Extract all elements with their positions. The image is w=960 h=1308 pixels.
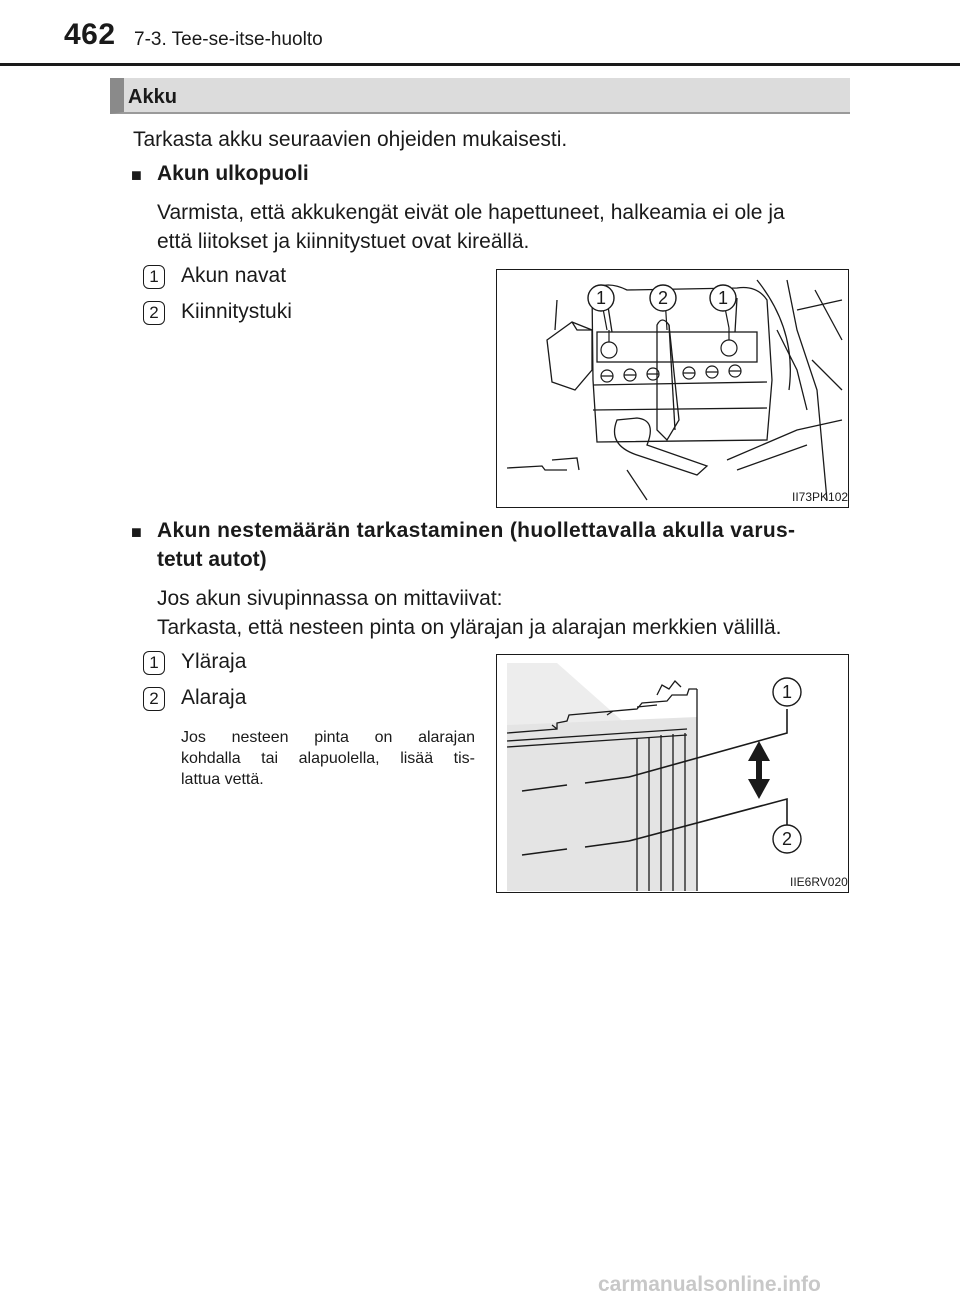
exterior-text-line2: että liitokset ja kiinnitystuet ovat kireällä.: [157, 230, 530, 253]
figure-code: II73PK102: [792, 490, 849, 504]
item-number-badge: 2: [143, 301, 165, 325]
item-label-lower-level: Alaraja: [181, 686, 247, 709]
subsection-heading-fluid-line2: tetut autot): [157, 548, 267, 571]
section-intro: Tarkasta akku seuraavien ohjeiden mukaisesti.: [133, 128, 568, 151]
callout-label: 1: [595, 288, 607, 308]
subsection-heading-exterior: Akun ulkopuoli: [157, 162, 309, 185]
item-label-upper-level: Yläraja: [181, 650, 247, 673]
fluid-note-line1: Jos nesteen pinta on alarajan: [181, 729, 475, 746]
section-title: Akku: [128, 86, 177, 108]
item-number-badge: 2: [143, 687, 165, 711]
callout-label: 1: [781, 682, 793, 702]
subsection-heading-fluid-line1: Akun nestemäärän tarkastaminen (huollettavalla akulla varus-: [157, 519, 796, 542]
callout-label: 2: [657, 288, 669, 308]
battery-terminals-figure: [496, 269, 849, 508]
watermark: carmanualsonline.info: [598, 1273, 821, 1296]
battery-side-illustration: [497, 655, 847, 891]
bullet-icon: ■: [131, 522, 142, 542]
figure-code: IIE6RV020: [790, 875, 848, 889]
header-divider: [0, 63, 960, 66]
fluid-text-line2: Tarkasta, että nesteen pinta on ylärajan ja alarajan merkkien välillä.: [157, 616, 782, 639]
item-number-badge: 1: [143, 265, 165, 289]
callout-label: 2: [781, 829, 793, 849]
item-label-battery-terminals: Akun navat: [181, 264, 287, 287]
item-number-badge: 1: [143, 651, 165, 675]
page-number: 462: [64, 18, 116, 51]
item-label-hold-down-clamp: Kiinnitystuki: [181, 300, 292, 323]
fluid-note-line3: lattua vettä.: [181, 771, 264, 788]
battery-illustration: [497, 270, 847, 506]
callout-label: 1: [717, 288, 729, 308]
bullet-icon: ■: [131, 165, 142, 185]
exterior-text-line1: Varmista, että akkukengät eivät ole hapettuneet, halkeamia ei ole ja: [157, 201, 785, 224]
chapter-title: 7-3. Tee-se-itse-huolto: [134, 29, 323, 50]
fluid-text-line1: Jos akun sivupinnassa on mittaviivat:: [157, 587, 503, 610]
section-header-bar: [110, 78, 850, 114]
fluid-note-line2: kohdalla tai alapuolella, lisää tis-: [181, 750, 475, 767]
fluid-level-figure: [496, 654, 849, 893]
